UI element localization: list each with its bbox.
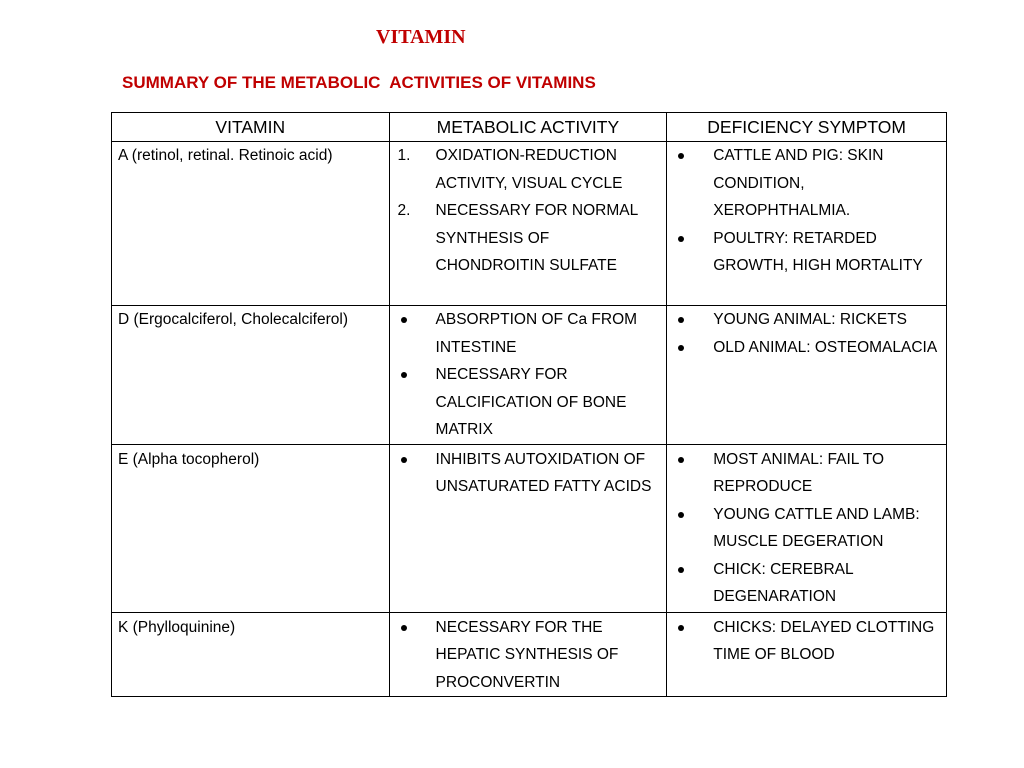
bullet-icon — [678, 153, 684, 159]
list-item — [396, 306, 661, 361]
activity-text: INHIBITS AUTOXIDATION OF UNSATURATED FATTY ACIDS — [435, 450, 652, 495]
symptom-text: CHICK: CEREBRAL DEGENARATION — [713, 560, 854, 605]
symptom-text: CHICKS: DELAYED CLOTTING TIME OF BLOOD — [713, 618, 935, 663]
bullet-icon — [678, 625, 684, 631]
deficiency-symptom-cell — [667, 612, 947, 697]
list-item — [673, 614, 940, 669]
table-row — [112, 612, 947, 697]
vitamin-cell: A (retinol, retinal. Retinoic acid) — [112, 142, 390, 306]
activity-list — [396, 142, 661, 280]
metabolic-activity-cell — [389, 306, 667, 445]
symptom-list — [673, 306, 940, 361]
bullet-icon — [678, 236, 684, 242]
bullet-icon — [678, 567, 684, 573]
list-item — [673, 501, 940, 556]
bullet-icon — [401, 625, 407, 631]
list-item — [396, 361, 661, 444]
list-item — [673, 446, 940, 501]
vitamin-summary-table — [111, 112, 947, 697]
table-body — [112, 142, 947, 697]
list-item — [673, 306, 940, 334]
list-number: 1. — [397, 147, 411, 164]
bullet-icon — [401, 372, 407, 378]
column-header-vitamin: VITAMIN — [112, 113, 390, 142]
activity-text: ABSORPTION OF Ca FROM INTESTINE — [435, 311, 638, 356]
header-row — [112, 113, 947, 142]
table-row — [112, 444, 947, 612]
list-number: 2. — [397, 202, 411, 219]
activity-text: NECESSARY FOR CALCIFICATION OF BONE MATRIX — [435, 366, 627, 438]
vitamin-cell: K (Phylloquinine) — [112, 612, 390, 697]
symptom-text: YOUNG CATTLE AND LAMB: MUSCLE DEGERATION — [713, 505, 920, 550]
list-item — [673, 556, 940, 611]
symptom-list — [673, 446, 940, 611]
deficiency-symptom-cell — [667, 142, 947, 306]
symptom-text: CATTLE AND PIG: SKIN CONDITION, XEROPHTHALMIA. — [713, 147, 884, 219]
deficiency-symptom-cell — [667, 306, 947, 445]
list-item — [673, 334, 940, 362]
symptom-text: YOUNG ANIMAL: RICKETS — [713, 311, 908, 328]
activity-text: NECESSARY FOR NORMAL SYNTHESIS OF CHONDROITIN SULFATE — [435, 202, 638, 274]
bullet-icon — [678, 512, 684, 518]
column-header-metabolic-activity: METABOLIC ACTIVITY — [389, 113, 667, 142]
activity-list — [396, 306, 661, 444]
slide-subtitle: SUMMARY OF THE METABOLIC ACTIVITIES OF VITAMINS — [122, 73, 596, 92]
list-item — [396, 446, 661, 501]
list-item — [396, 614, 661, 697]
symptom-text: OLD ANIMAL: OSTEOMALACIA — [713, 338, 938, 356]
list-item — [673, 142, 940, 225]
symptom-text: POULTRY: RETARDED GROWTH, HIGH MORTALITY — [713, 229, 923, 274]
activity-list — [396, 446, 661, 501]
metabolic-activity-cell — [389, 444, 667, 612]
symptom-list — [673, 142, 940, 280]
activity-list — [396, 614, 661, 697]
list-item — [396, 142, 661, 197]
slide-title: VITAMIN — [376, 26, 466, 48]
list-item — [396, 197, 661, 280]
column-header-deficiency-symptom: DEFICIENCY SYMPTOM — [667, 113, 947, 142]
list-item — [673, 225, 940, 280]
vitamin-cell: D (Ergocalciferol, Cholecalciferol) — [112, 306, 390, 445]
vitamin-cell: E (Alpha tocopherol) — [112, 444, 390, 612]
bullet-icon — [678, 345, 684, 351]
table-header — [112, 113, 947, 142]
activity-text: OXIDATION-REDUCTION ACTIVITY, VISUAL CYCLE — [435, 147, 623, 192]
metabolic-activity-cell — [389, 142, 667, 306]
symptom-list — [673, 614, 940, 669]
metabolic-activity-cell — [389, 612, 667, 697]
table-row — [112, 142, 947, 306]
bullet-icon — [401, 457, 407, 463]
bullet-icon — [678, 317, 684, 323]
symptom-text: MOST ANIMAL: FAIL TO REPRODUCE — [713, 450, 885, 495]
table-row — [112, 306, 947, 445]
activity-text: NECESSARY FOR THE HEPATIC SYNTHESIS OF PROCONVERTIN — [435, 618, 619, 691]
bullet-icon — [401, 317, 407, 323]
bullet-icon — [678, 457, 684, 463]
deficiency-symptom-cell — [667, 444, 947, 612]
